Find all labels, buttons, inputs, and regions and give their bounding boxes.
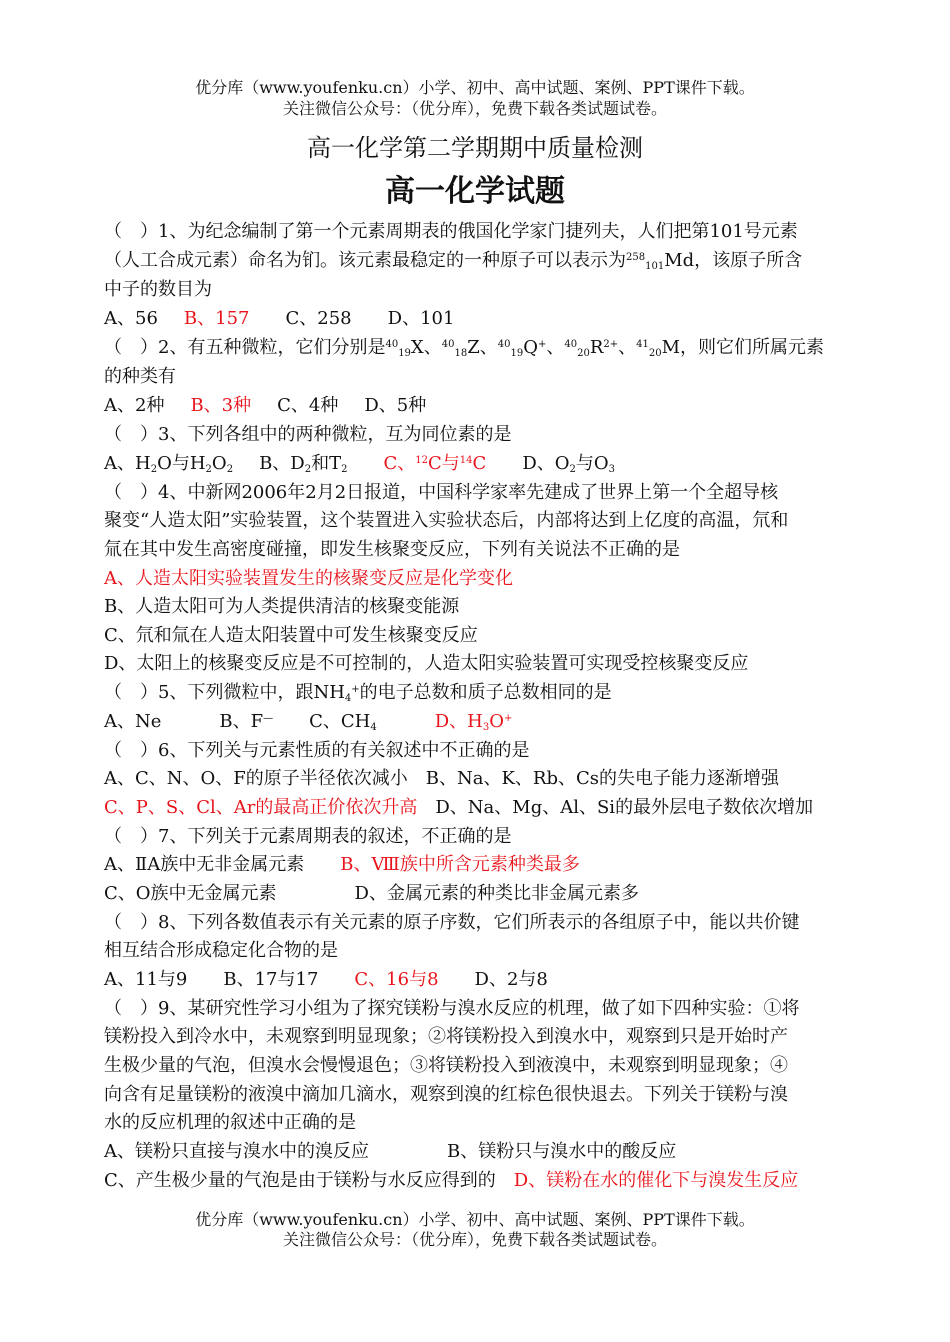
q7-options-row-2 [104, 882, 864, 906]
q5-options [104, 710, 864, 734]
q6-option-c-answer: C、P、S、Cl、Ar的最高正价依次升高 [104, 797, 418, 818]
q6-option-b: B、Na、K、Rb、Cs的失电子能力逐渐增强 [425, 768, 780, 789]
q7-stem: （ ）7、下列关于元素周期表的叙述，不正确的是 [104, 826, 512, 847]
q5-option-b: B、F— [219, 711, 274, 732]
q3-option-a: A、$H_2O$与$H_2O_2$ [104, 453, 234, 475]
q7-option-b-answer: B、Ⅷ族中所含元素种类最多 [340, 854, 580, 875]
q1-option-b-answer: B、157 [183, 308, 250, 329]
q1-option-c: C、258 [285, 308, 352, 329]
q9-line-3: 生极少量的气泡，但溴水会慢慢退色；③将镁粉投入到液溴中，未观察到明显现象；④ [104, 1055, 788, 1076]
q6-options-row-2 [104, 796, 864, 820]
q8-option-a: A、11与9 [104, 969, 188, 990]
q9-options-row-2 [104, 1169, 864, 1193]
q9-line-2: 镁粉投入到冷水中，未观察到明显现象；②将镁粉投入到溴水中，观察到只是开始时产 [104, 1026, 788, 1047]
q9-option-a: A、镁粉只直接与溴水中的溴反应 [104, 1141, 369, 1162]
q9-line-1: （ ）9、某研究性学习小组为了探究镁粉与溴水反应的机理，做了如下四种实验：①将 [104, 998, 800, 1019]
q2-option-c: C、4种 [277, 395, 339, 416]
q3-option-b: B、$D_2$和$T_2$ [259, 453, 348, 475]
header-line-2: 关注微信公众号：（优分库），免费下载各类试题试卷。 [282, 99, 667, 118]
q4-line-2: 聚变“人造太阳”实验装置，这个装置进入实验状态后，内部将达到上亿度的高温，氘和 [104, 510, 789, 531]
q1-line-1: （ ）1、为纪念编制了第一个元素周期表的俄国化学家门捷列夫，人们把第101号元素 [104, 221, 798, 242]
q3-option-d: D、$O_2$与$O_3$ [522, 453, 616, 475]
q3-options [104, 452, 864, 476]
q9-options-row-1 [104, 1140, 864, 1164]
q5-option-a: A、Ne [104, 711, 162, 732]
q2-line-1: （ ）2、有五种微粒，它们分别是$^{40}_{19}$X、$^{40}_{18}$Z、$^{40}_{19}$Q+、$^{40}_{20}R^{2+}$、$^{41}_{20}$M，则它们所属元素 [104, 337, 825, 359]
exam-subtitle: 高一化学试题 [385, 174, 565, 209]
q4-option-c: C、氘和氚在人造太阳装置中可发生核聚变反应 [104, 625, 478, 646]
q8-line-1: （ ）8、下列各数值表示有关元素的原子序数，它们所表示的各组原子中，能以共价键 [104, 912, 800, 933]
q2-line-2: 的种类有 [104, 366, 176, 387]
q3-option-c-answer: C、$^{12}$C与$^{14}$C [383, 453, 487, 474]
q7-option-d: D、金属元素的种类比非金属元素多 [354, 883, 639, 904]
q8-option-b: B、17与17 [223, 969, 319, 990]
q9-line-5: 水的反应机理的叙述中正确的是 [104, 1112, 356, 1133]
q4-option-d: D、太阳上的核聚变反应是不可控制的，人造太阳实验装置可实现受控核聚变反应 [104, 653, 749, 674]
q9-line-4: 向含有足量镁粉的液溴中滴加几滴水，观察到溴的红棕色很快退去。下列关于镁粉与溴 [104, 1084, 788, 1105]
footer-line-1: 优分库（www.youfenku.cn）小学、初中、高中试题、案例、PPT课件下载。 [195, 1210, 755, 1229]
q4-option-b: B、人造太阳可为人类提供清洁的核聚变能源 [104, 596, 460, 617]
q4-line-3: 氚在其中发生高密度碰撞，即发生核聚变反应，下列有关说法不正确的是 [104, 539, 680, 560]
q1-line-3: 中子的数目为 [104, 279, 212, 300]
header-line-1: 优分库（www.youfenku.cn）小学、初中、高中试题、案例、PPT课件下载。 [195, 78, 755, 97]
q2-options [104, 394, 864, 418]
q8-option-c-answer: C、16与8 [354, 969, 439, 990]
exam-title: 高一化学第二学期期中质量检测 [307, 134, 643, 162]
q6-options-row-1 [104, 767, 864, 791]
q5-stem: （ ）5、下列微粒中，跟$NH_4^+$的电子总数和质子总数相同的是 [104, 682, 612, 704]
q8-option-d: D、2与8 [474, 969, 548, 990]
q7-options-row-1 [104, 853, 864, 877]
q6-option-d: D、Na、Mg、Al、Si的最外层电子数依次增加 [435, 797, 814, 818]
q9-option-d-answer: D、镁粉在水的催化下与溴发生反应 [513, 1170, 799, 1191]
q8-options [104, 968, 864, 992]
q1-line-2: （人工合成元素）命名为钔。该元素最稳定的一种原子可以表示为$^{258}_{101}$Md，该原子所含 [104, 250, 803, 272]
q2-option-b-answer: B、3种 [190, 395, 252, 416]
q2-option-d: D、5种 [364, 395, 427, 416]
q1-option-a: A、56 [104, 308, 158, 329]
q4-option-a-answer: A、人造太阳实验装置发生的核聚变反应是化学变化 [104, 568, 513, 589]
q3-stem: （ ）3、下列各组中的两种微粒，互为同位素的是 [104, 424, 512, 445]
q6-option-a: A、C、N、O、F的原子半径依次减小 [104, 768, 408, 789]
q7-option-c: C、O族中无金属元素 [104, 883, 277, 904]
q6-stem: （ ）6、下列关与元素性质的有关叙述中不正确的是 [104, 740, 530, 761]
q4-line-1: （ ）4、中新网2006年2月2日报道，中国科学家率先建成了世界上第一个全超导核 [104, 482, 779, 503]
q7-option-a: A、ⅡA族中无非金属元素 [104, 854, 305, 875]
q9-option-b: B、镁粉只与溴水中的酸反应 [447, 1141, 677, 1162]
q2-option-a: A、2种 [104, 395, 165, 416]
q8-line-2: 相互结合形成稳定化合物的是 [104, 940, 338, 961]
footer-line-2: 关注微信公众号：（优分库），免费下载各类试题试卷。 [282, 1230, 667, 1249]
q5-option-c: C、$CH_4$ [309, 711, 377, 733]
q9-option-c: C、产生极少量的气泡是由于镁粉与水反应得到的 [104, 1170, 496, 1191]
q1-options [104, 307, 864, 331]
q1-option-d: D、101 [387, 308, 455, 329]
q5-option-d-answer: D、$H_3O^+$ [434, 711, 513, 733]
